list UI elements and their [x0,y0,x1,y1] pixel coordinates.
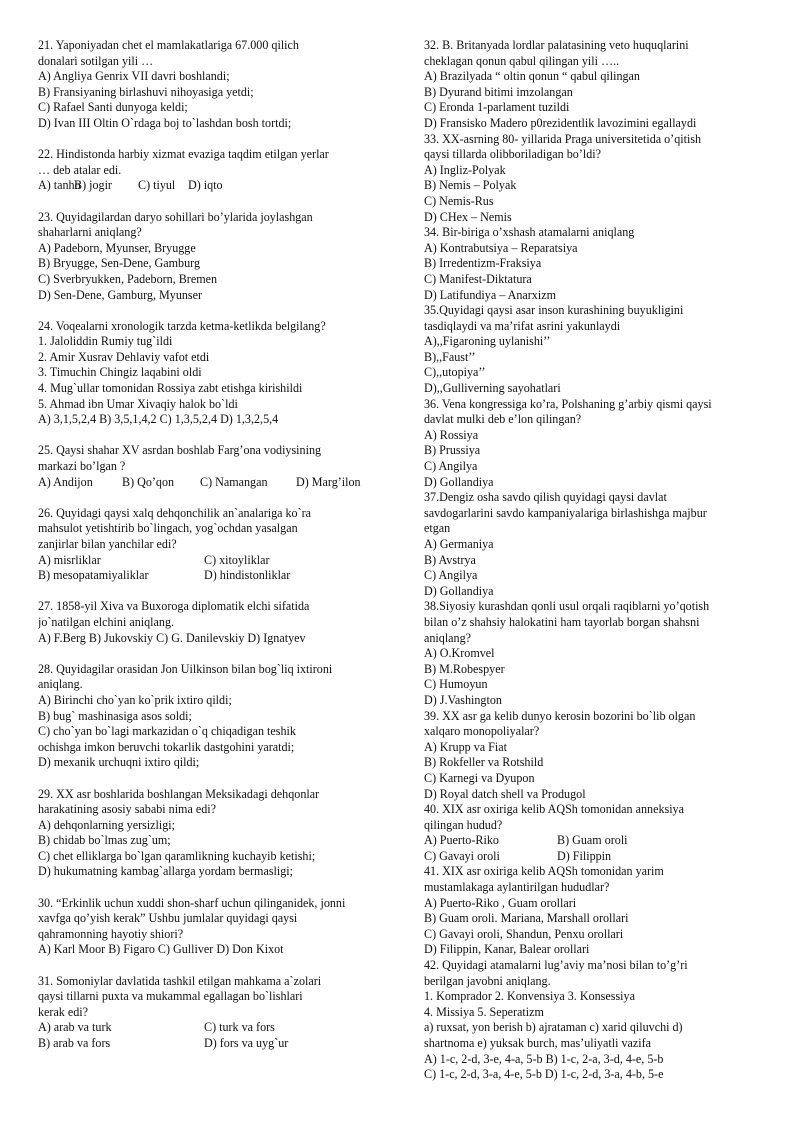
question-line: shaharlarni aniqlang? [38,225,142,240]
question-line: qaysi tillarni puxta va mukammal egallagan bo`lishlari [38,989,303,1004]
question-line: B) M.Robespyer [424,661,505,676]
answer-option: D) iqto [188,178,223,193]
question-line: D) hukumatning kambag`allarga yordam bermasligi; [38,864,294,879]
question-line: 30. “Erkinlik uchun xuddi shon-sharf uchun qilinganidek, jonni [38,895,346,910]
question-line: A) 1-c, 2-d, 3-e, 4-a, 5-b B) 1-c, 2-a, 3-d, 4-e, 5-b [424,1051,664,1066]
question-line: 31. Somoniylar davlatida tashkil etilgan mahkama a`zolari [38,973,322,988]
question-line: D) Latifundiya – Anarxizm [424,287,556,302]
answer-options-pair [38,568,383,584]
question-line: 27. 1858-yil Xiva va Buxoroga diplomatik elchi sifatida [38,599,310,614]
answer-option: C) tiyul [138,178,176,193]
question-line: 42. Quyidagi atamalarni lug’aviy ma’nosi bilan to’g’ri [424,958,688,973]
question-line: A) Rossiya [424,427,479,442]
question-line: A) Puerto-Riko , Guam orollari [424,895,577,910]
question-line: A) Krupp va Fiat [424,739,507,754]
left-column [38,38,383,1067]
question-line: C),,utopiya’’ [424,365,486,380]
question-line: A) Brazilyada “ oltin qonun “ qabul qilingan [424,69,640,84]
question-line: 5. Ahmad ibn Umar Xivaqiy halok bo`ldi [38,396,238,411]
question-line: D) Gollandiya [424,474,494,489]
question-line: B) Prussiya [424,443,481,458]
answer-option: B) jogir [74,178,112,193]
question-line: mustamlakaga aylantirilgan hududlar? [424,880,610,895]
question-line: A) Germaniya [424,537,494,551]
question-line: B) Nemis – Polyak [424,178,517,193]
question-line: C) 1-c, 2-d, 3-a, 4-e, 5-b D) 1-c, 2-d, 3-a, 4-b, 5-e [424,1067,664,1082]
question-line: A) dehqonlarning yersizligi; [38,817,176,832]
question-line: B) chidab bo`lmas zug`um; [38,833,171,848]
question-line: xavfga qo’yish kerak” Ushbu jumlalar quyidagi qaysi [38,911,298,926]
question-line: C) cho`yan bo`lagi markazidan o`q chiqadigan teshik [38,724,296,739]
question-line: 1. Komprador 2. Konvensiya 3. Konsessiya [424,989,635,1004]
question-line: aniqlang. [38,677,83,692]
question-line: B) Bryugge, Sen-Dene, Gamburg [38,256,201,271]
answer-option: B) mesopatamiyaliklar [38,568,149,583]
question-line: 29. XX asr boshlarida boshlangan Meksikadagi dehqonlar [38,786,320,801]
question-line: C) chet elliklarga bo`lgan qaramlikning kuchayib ketishi; [38,848,316,863]
question-line: A) O.Kromvel [424,646,495,661]
question-line: D) Gollandiya [424,583,494,598]
question-line: D) Ivan III Oltin O`rdaga boj to`lashdan bosh tortdi; [38,115,292,130]
question-block [38,787,383,881]
question-line: 28. Quyidagilar orasidan Jon Uilkinson bilan bog`liq ixtironi [38,661,333,676]
question-line: C) Gavayi oroli, Shandun, Penxu orollari [424,926,624,941]
question-line: A) Padeborn, Myunser, Bryugge [38,240,196,255]
question-line: A) Birinchi cho`yan ko`prik ixtiro qildi; [38,692,232,707]
answer-option: C) Gavayi oroli [424,848,500,863]
question-line: C) Karnegi va Dyupon [424,770,535,785]
question-block [38,974,383,1052]
question-line: D) Fransisko Madero p0rezidentlik lavozimini egallaydi [424,115,697,130]
question-line: bilan o’z shahsiy halokatini ham tayorlab borgan shahsni [424,614,700,629]
answer-option: D) Marg’ilon [296,474,361,489]
question-line: ochishga imkon beruvchi tokarlik dastgohini yaratdi; [38,739,295,754]
answer-option: A) Puerto-Riko [424,833,499,848]
question-line: xalqaro monopoliyalar? [424,724,540,739]
question-line: mahsulot yetishtirib bo`lingach, yog`ochdan yasalgan [38,521,298,536]
question-line: harakatining asosiy sababi nima edi? [38,802,216,817]
question-line: A) Karl Moor B) Figaro C) Gulliver D) Don Kixot [38,942,284,957]
question-block [38,896,383,958]
question-line: C) Sverbryukken, Padeborn, Bremen [38,271,218,286]
question-block [38,38,383,132]
question-line: C) Humoyun [424,677,488,692]
question-line: D) mexanik urchuqni ixtiro qildi; [38,755,200,770]
question-line: 35.Quyidagi qaysi asar inson kurashining buyukligini [424,303,684,318]
question-line: etgan [424,521,451,536]
question-line: C) Nemis-Rus [424,193,494,208]
answer-options-row [38,178,383,194]
answer-option: B) Guam oroli [557,833,628,848]
answer-options-pair [424,833,770,849]
question-line: 41. XIX asr oxiriga kelib AQSh tomonidan yarim [424,864,664,879]
question-block [38,319,383,428]
question-line: qahramonning hayotiy shiori? [38,926,184,941]
question-line: B) Dyurand bitimi imzolangan [424,84,573,99]
question-line: 38.Siyosiy kurashdan qonli usul orqali raqiblarni yo’qotish [424,599,710,614]
question-line: 26. Quyidagi qaysi xalq dehqonchilik an`analariga ko`ra [38,505,312,520]
question-line: qaysi tillarda olibboriladigan bo’ldi? [424,147,601,162]
question-line: D) Royal datch shell va Produgol [424,786,586,801]
question-line: 37.Dengiz osha savdo qilish quyidagi qaysi davlat [424,490,667,505]
answer-options-row [38,475,383,491]
question-line: 4. Missiya 5. Seperatizm [424,1004,544,1019]
question-line: 25. Qaysi shahar XV asrdan boshlab Farg’ona vodiysining [38,443,322,458]
question-line: D) J.Vashington [424,692,502,707]
question-block [38,443,383,490]
answer-option: D) Filippin [557,848,612,863]
question-line: 33. XX-asrning 80- yillarida Praga universitetida o’qitish [424,131,702,146]
answer-option: A) tanho [38,178,81,193]
question-line: B) Fransiyaning birlashuvi nihoyasiga yetdi; [38,84,254,99]
question-line: C) Angilya [424,568,478,583]
question-line: a) ruxsat, yon berish b) ajrataman c) xarid qiluvchi d) [424,1020,683,1035]
question-line: 39. XX asr ga kelib dunyo kerosin bozorini bo`lib olgan [424,708,696,723]
question-line: C) Eronda 1-parlament tuzildi [424,100,570,115]
question-line: B) Guam oroli. Mariana, Marshall orollari [424,911,629,926]
question-line: A) 3,1,5,2,4 B) 3,5,1,4,2 C) 1,3,5,2,4 D) 1,3,2,5,4 [38,412,279,427]
question-line: D) CHex – Nemis [424,209,512,224]
question-line: A),,Figaroning uylanishi’’ [424,334,551,349]
question-line: berilgan javobni aniqlang. [424,973,551,988]
answer-option: B) Qo’qon [122,474,175,489]
question-line: A) Ingliz-Polyak [424,162,506,177]
right-column [424,38,770,1083]
question-line: B) Rokfeller va Rotshild [424,755,544,770]
answer-option: C) turk va fors [204,1020,275,1035]
question-line: zanjirlar bilan yanchilar edi? [38,537,177,551]
question-line: qilingan hudud? [424,817,503,832]
question-line: savdogarlarini savdo kampaniyalariga birlashishga majbur [424,505,707,520]
question-line: C) Rafael Santi dunyoga keldi; [38,100,188,115]
question-line: D) Sen-Dene, Gamburg, Myunser [38,287,203,302]
question-block [38,210,383,304]
question-line: A) F.Berg B) Jukovskiy C) G. Danilevskiy D) Ignatyev [38,630,306,645]
question-line: aniqlang? [424,630,472,645]
answer-option: C) xitoyliklar [204,552,270,567]
question-block [38,506,383,584]
question-line: jo`natilgan elchini aniqlang. [38,614,175,629]
question-line: A) Kontrabutsiya – Reparatsiya [424,240,578,255]
answer-options-pair [38,553,383,569]
question-line: 21. Yaponiyadan chet el mamlakatlariga 67.000 qilich [38,38,299,52]
answer-option: D) hindistonliklar [204,568,291,583]
answer-option: A) misrliklar [38,552,101,567]
question-block [38,662,383,771]
question-line: B) Avstrya [424,552,476,567]
answer-option: A) arab va turk [38,1020,112,1035]
question-line: 24. Voqealarni xronologik tarzda ketma-ketlikda belgilang? [38,318,326,333]
question-line: 34. Bir-biriga o’xshash atamalarni aniqlang [424,225,635,240]
question-line: davlat mulki deb e’lon qilingan? [424,412,582,427]
question-block [38,147,383,194]
answer-option: C) Namangan [200,474,268,489]
question-line: 40. XIX asr oxiriga kelib AQSh tomonidan anneksiya [424,802,684,817]
question-line: 23. Quyidagilardan daryo sohillari bo’ylarida joylashgan [38,209,313,224]
question-line: cheklagan qonun qabul qilingan yili ….. [424,53,620,68]
question-line: shartnoma e) yuksak burch, mas’uliyatli vazifa [424,1036,652,1050]
question-line: D),,Gulliverning sayohatlari [424,381,561,396]
answer-options-pair [38,1036,383,1052]
question-line: A) Angliya Genrix VII davri boshlandi; [38,69,230,84]
question-line: 3. Timuchin Chingiz laqabini oldi [38,365,202,380]
answer-options-pair [424,849,770,865]
answer-option: D) fors va uyg`ur [204,1036,289,1050]
answer-options-pair [38,1020,383,1036]
question-line: 36. Vena kongressiga ko’ra, Polshaning g’arbiy qismi qaysi [424,396,712,411]
question-line: 22. Hindistonda harbiy xizmat evaziga taqdim etilgan yerlar [38,147,329,162]
answer-option: B) arab va fors [38,1036,111,1050]
question-line: B) bug` mashinasiga asos soldi; [38,708,192,723]
question-line: D) Filippin, Kanar, Balear orollari [424,942,590,957]
question-line: B),,Faust’’ [424,349,476,364]
question-line: B) Irredentizm-Fraksiya [424,256,542,271]
question-block [38,599,383,646]
question-line: donalari sotilgan yili … [38,53,154,68]
question-line: … deb atalar edi. [38,162,122,177]
answer-option: A) Andijon [38,474,93,489]
question-line: 1. Jaloliddin Rumiy tug`ildi [38,334,173,349]
question-line: 2. Amir Xusrav Dehlaviy vafot etdi [38,349,210,364]
question-line: C) Angilya [424,459,478,474]
question-line: 4. Mug`ullar tomonidan Rossiya zabt etishga kirishildi [38,381,303,396]
question-line: 32. B. Britanyada lordlar palatasining veto huquqlarini [424,38,689,52]
question-line: kerak edi? [38,1004,89,1019]
question-line: tasdiqlaydi va ma’rifat asrini yakunlaydi [424,318,621,333]
question-line: C) Manifest-Diktatura [424,271,532,286]
question-line: markazi bo’lgan ? [38,459,126,474]
